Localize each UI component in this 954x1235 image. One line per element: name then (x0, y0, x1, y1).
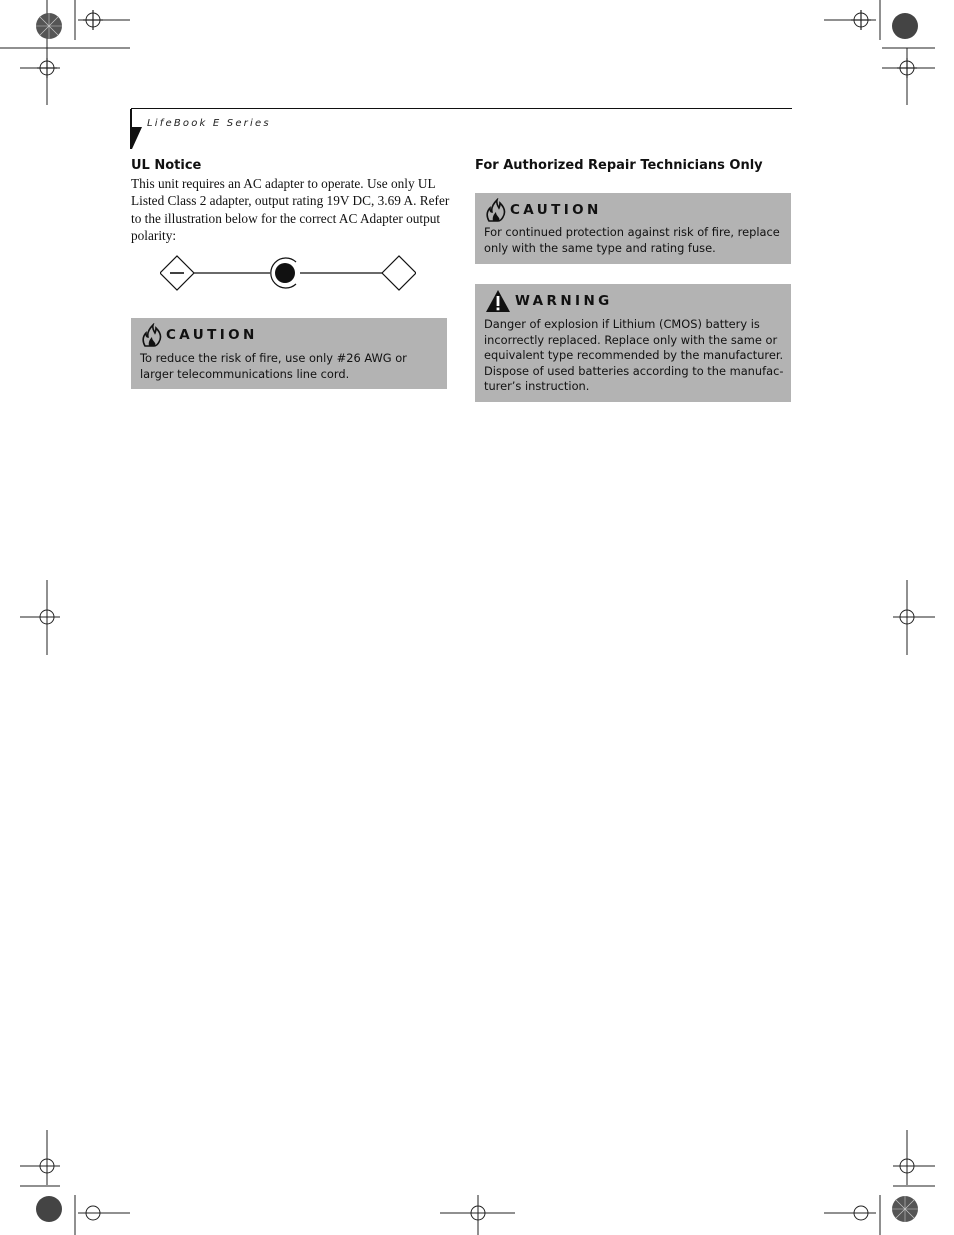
caution-title: CAUTION (510, 202, 602, 218)
flame-hand-icon (141, 323, 163, 347)
warning-title: WARNING (515, 293, 613, 309)
caution-body: To reduce the risk of fire, use only #26 AWG or larger telecommunications line cord. (140, 351, 407, 381)
header-rule (131, 108, 792, 109)
running-head: LifeBook E Series (147, 118, 271, 129)
polarity-diagram-icon (160, 254, 416, 292)
flame-hand-icon (485, 198, 507, 222)
warning-notice-right (475, 284, 791, 402)
repair-technicians-heading: For Authorized Repair Technicians Only (475, 158, 763, 173)
caution-notice-right (475, 193, 791, 264)
caution-notice-left (131, 318, 447, 389)
ul-notice-body: This unit requires an AC adapter to operate. Use only UL Listed Class 2 adapter, output rating 19V DC, 3.69 A. Refer to the illustration below for the correct AC Adapter output polarity: (131, 176, 450, 243)
caution-title: CAUTION (166, 327, 258, 343)
header-tab-icon (130, 109, 142, 149)
ul-notice-heading: UL Notice (131, 158, 202, 173)
exclamation-triangle-icon (485, 289, 511, 313)
caution-body: For continued protection against risk of fire, replace only with the same type and rating fuse. (484, 225, 780, 255)
warning-body: Danger of explosion if Lithium (CMOS) battery is incorrectly replaced. Replace only with the same or equivalent type recommended by the manufacturer. Dispose of used batteries according to the manufac-turer’s instruction. (484, 317, 784, 394)
